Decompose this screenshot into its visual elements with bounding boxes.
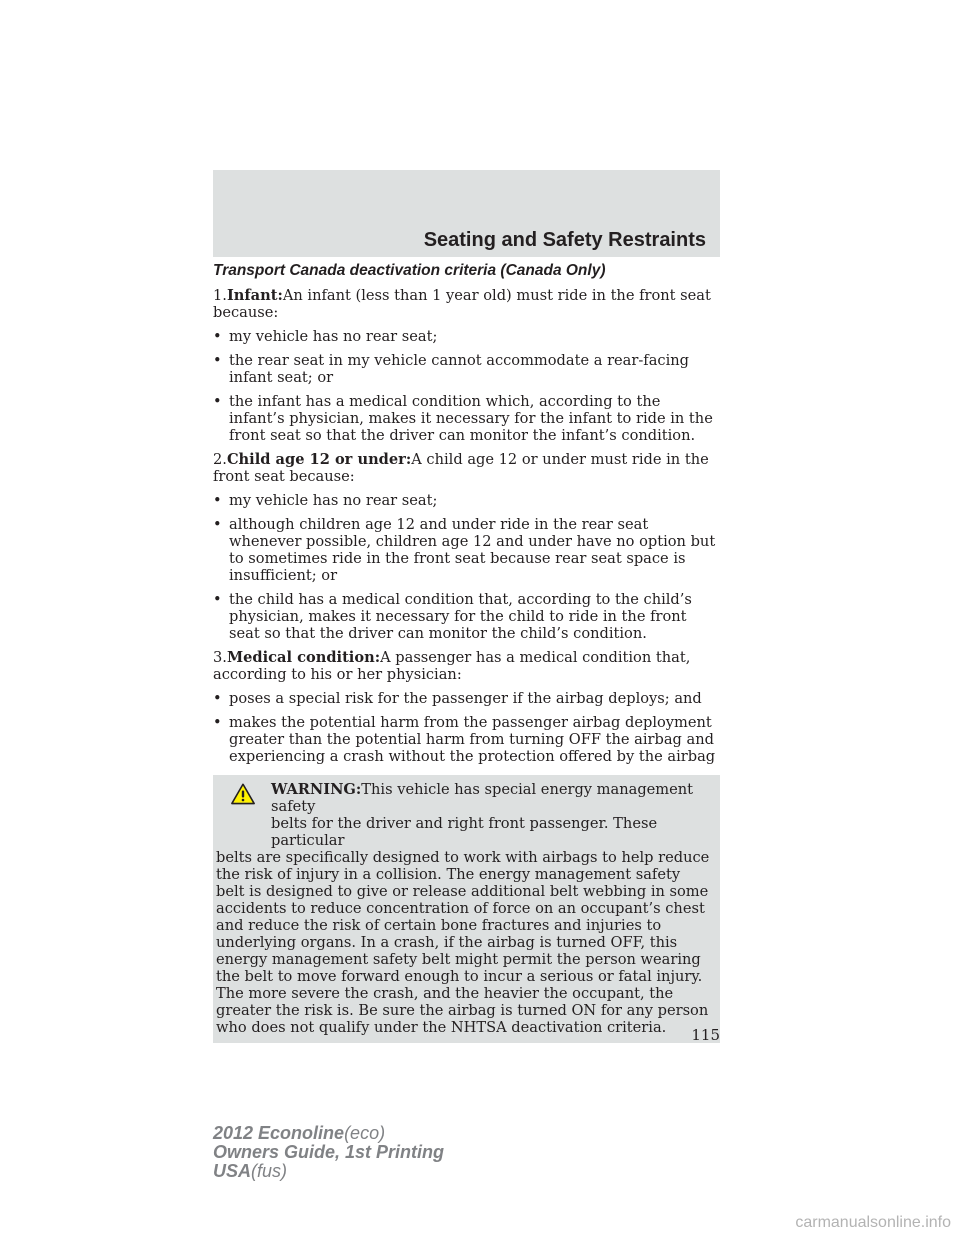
list-item-text: although children age 12 and under ride in the rear seat whenever possible, children age 12 and under have no option but to sometimes ride in the front seat because rear seat space is insufficient; or bbox=[229, 516, 716, 584]
item-child bbox=[213, 451, 720, 485]
section-heading: Transport Canada deactivation criteria (Canada Only) bbox=[213, 262, 606, 279]
warning-triangle-icon bbox=[231, 783, 255, 805]
watermark-link[interactable]: carmanualsonline.info bbox=[795, 1214, 951, 1231]
list-item bbox=[213, 714, 720, 765]
bullet-icon: • bbox=[213, 492, 222, 509]
list-item-text: poses a special risk for the passenger if the airbag deploys; and bbox=[229, 690, 702, 707]
footer-market: USA bbox=[213, 1161, 252, 1181]
bullet-icon: • bbox=[213, 690, 222, 707]
list-item-text: makes the potential harm from the passenger airbag deployment greater than the potential harm from turning OFF the airbag and experiencing a crash without the protection offered by the airbag bbox=[229, 714, 716, 765]
warning-box bbox=[213, 775, 720, 1043]
item-number: 1. bbox=[213, 287, 227, 304]
item-label: Infant: bbox=[226, 287, 283, 304]
list-item-text: the rear seat in my vehicle cannot accommodate a rear-facing infant seat; or bbox=[229, 352, 689, 386]
list-item bbox=[213, 492, 720, 509]
page-number: 115 bbox=[691, 1026, 720, 1044]
item-number: 2. bbox=[213, 451, 227, 468]
list-item-text: my vehicle has no rear seat; bbox=[229, 328, 438, 345]
item-number: 3. bbox=[213, 649, 227, 666]
document-footer bbox=[213, 1124, 444, 1181]
item-text-continued: according to his or her physician: bbox=[213, 666, 462, 683]
list-item bbox=[213, 516, 720, 584]
list-item-text: my vehicle has no rear seat; bbox=[229, 492, 438, 509]
warning-line bbox=[216, 781, 713, 815]
list-item bbox=[213, 352, 720, 386]
item-text-continued: front seat because: bbox=[213, 468, 355, 485]
item-medical-condition bbox=[213, 649, 720, 683]
footer-model-code: (eco) bbox=[344, 1123, 386, 1143]
item-infant bbox=[213, 287, 720, 321]
bullet-icon: • bbox=[213, 393, 222, 410]
warning-body: belts are specifically designed to work with airbags to help reduce the risk of injury in a collision. The energy management safety belt is designed to give or release additional belt webbing in some accidents to reduce concentration of force on an occupant’s chest and reduce the risk of certain bone fractures and injuries to underlying organs. In a crash, if the airbag is turned OFF, this energy management safety belt might permit the person wearing the belt to move forward enough to incur a serious or fatal injury. The more severe the crash, and the heavier the occupant, the greater the risk is. Be sure the airbag is turned ON for any person who does not qualify under the NHTSA deactivation criteria. bbox=[216, 849, 710, 1036]
item-text: An infant (less than 1 year old) must ride in the front seat bbox=[282, 287, 711, 304]
warning-text: This vehicle has special energy management safety bbox=[271, 781, 694, 815]
chapter-header-band bbox=[213, 170, 720, 257]
footer-model: 2012 Econoline bbox=[213, 1123, 345, 1143]
page-content bbox=[213, 262, 720, 1043]
bullet-icon: • bbox=[213, 714, 222, 731]
chapter-title: Seating and Safety Restraints bbox=[423, 229, 706, 251]
list-item bbox=[213, 393, 720, 444]
list-item bbox=[213, 591, 720, 642]
item-label: Child age 12 or under: bbox=[226, 451, 412, 468]
item-text: A passenger has a medical condition that, bbox=[380, 649, 691, 666]
list-item bbox=[213, 328, 720, 345]
list-item-text: the child has a medical condition that, according to the child’s physician, makes it necessary for the child to ride in the front seat so that the driver can monitor the child’s condition. bbox=[229, 591, 692, 642]
bullet-icon: • bbox=[213, 328, 222, 345]
bullet-icon: • bbox=[213, 352, 222, 369]
bullet-icon: • bbox=[213, 591, 222, 608]
item-text: A child age 12 or under must ride in the bbox=[411, 451, 709, 468]
list-item-text: the infant has a medical condition which, according to the infant’s physician, makes it necessary for the infant to ride in the front seat so that the driver can monitor the infant’s condition. bbox=[229, 393, 713, 444]
list-item bbox=[213, 690, 720, 707]
item-label: Medical condition: bbox=[226, 649, 381, 666]
warning-label: WARNING: bbox=[271, 781, 362, 798]
bullet-icon: • bbox=[213, 516, 222, 533]
warning-line: belts for the driver and right front passenger. These particular bbox=[271, 815, 658, 849]
item-text-continued: because: bbox=[213, 304, 279, 321]
footer-edition: Owners Guide, 1st Printing bbox=[213, 1142, 445, 1162]
footer-market-code: (fus) bbox=[251, 1161, 288, 1181]
